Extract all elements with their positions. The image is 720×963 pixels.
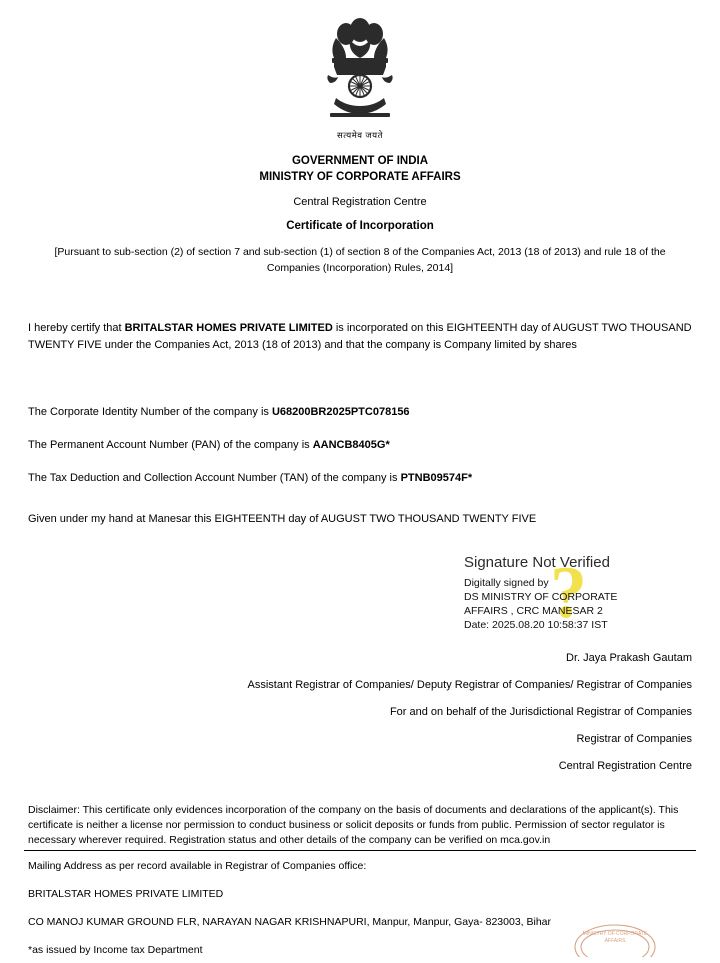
signatory-block xyxy=(0,650,720,775)
certify-prefix: I hereby certify that xyxy=(28,322,125,334)
cin-label: The Corporate Identity Number of the company is xyxy=(28,406,272,418)
svg-text:MINISTRY OF CORPORATE: MINISTRY OF CORPORATE xyxy=(582,931,648,937)
mailing-address-block xyxy=(0,858,720,958)
cin-value: U68200BR2025PTC078156 xyxy=(271,406,410,418)
tan-line xyxy=(0,470,720,487)
signatory-behalf: For and on behalf of the Jurisdictional Registrar of Companies xyxy=(389,706,692,718)
page-title: Certificate of Incorporation xyxy=(286,220,434,232)
tan-label: The Tax Deduction and Collection Account Number (TAN) of the company is xyxy=(28,472,401,484)
central-registration-centre-heading: Central Registration Centre xyxy=(293,196,427,208)
disclaimer-text: Disclaimer: This certificate only evidences incorporation of the company on the basis of documents and declarations of the applicant(s). This certificate is neither a license nor permission to conduct business or solicit deposits or funds from public. Permission of sector regulator is necessary wherever required. Registration status and other details of the company can be verified on mca.gov.in xyxy=(28,804,679,846)
pursuant-clause: [Pursuant to sub-section (2) of section 7 and sub-section (1) of section 8 of the Companies Act, 2013 (18 of 2013) and rule 18 of the Companies (Incorporation) Rules, 2014] xyxy=(54,246,666,274)
signatory-name: Dr. Jaya Prakash Gautam xyxy=(566,652,692,664)
signature-line-2: DS MINISTRY OF CORPORATE xyxy=(464,591,618,603)
emblem-container xyxy=(0,0,720,139)
emblem-motto: सत्यमेव जयते xyxy=(337,130,383,140)
signature-date: Date: 2025.08.20 10:58:37 IST xyxy=(464,619,608,631)
government-of-india-heading: GOVERNMENT OF INDIA xyxy=(291,155,429,167)
company-name-inline: BRITALSTAR HOMES PRIVATE LIMITED xyxy=(124,322,333,334)
certify-middle: is incorporated on this EIGHTEENTH day of AUGUST TWO THOUSAND TWENTY FIVE under the Companies Act, 2013 (18 of 2013) and that the company is Company limited by shares xyxy=(28,322,692,351)
mailing-footnote: *as issued by Income tax Department xyxy=(28,944,203,956)
pan-value: AANCB8405G* xyxy=(312,439,390,451)
pan-line xyxy=(0,437,720,454)
tan-value: PTNB09574F* xyxy=(400,472,473,484)
header-block xyxy=(0,153,720,276)
signatory-crc: Central Registration Centre xyxy=(558,760,692,772)
ministry-heading: MINISTRY OF CORPORATE AFFAIRS xyxy=(259,171,461,183)
signatory-roc: Registrar of Companies xyxy=(576,733,692,745)
india-state-emblem-icon xyxy=(320,14,400,139)
signature-question-mark-icon: ? xyxy=(550,552,587,634)
signature-status: Signature Not Verified xyxy=(464,554,610,571)
pan-label: The Permanent Account Number (PAN) of the company is xyxy=(28,439,313,451)
signatory-designation: Assistant Registrar of Companies/ Deputy Registrar of Companies/ Registrar of Companies xyxy=(247,679,692,691)
svg-text:AFFAIRS: AFFAIRS xyxy=(604,938,626,944)
mailing-company-name: BRITALSTAR HOMES PRIVATE LIMITED xyxy=(28,888,224,900)
divider xyxy=(24,850,696,851)
certification-statement xyxy=(0,320,720,354)
digital-signature-block xyxy=(0,554,720,650)
given-under-hand-line: Given under my hand at Manesar this EIGHTEENTH day of AUGUST TWO THOUSAND TWENTY FIVE xyxy=(28,513,537,525)
mailing-address: CO MANOJ KUMAR GROUND FLR, NARAYAN NAGAR KRISHNAPURI, Manpur, Manpur, Gaya- 823003, Bihar xyxy=(28,916,552,928)
mailing-intro: Mailing Address as per record available in Registrar of Companies office: xyxy=(28,860,367,872)
signature-line-1: Digitally signed by xyxy=(464,577,549,589)
cin-line xyxy=(0,404,720,421)
signature-line-3: AFFAIRS , CRC MANESAR 2 xyxy=(464,605,603,617)
